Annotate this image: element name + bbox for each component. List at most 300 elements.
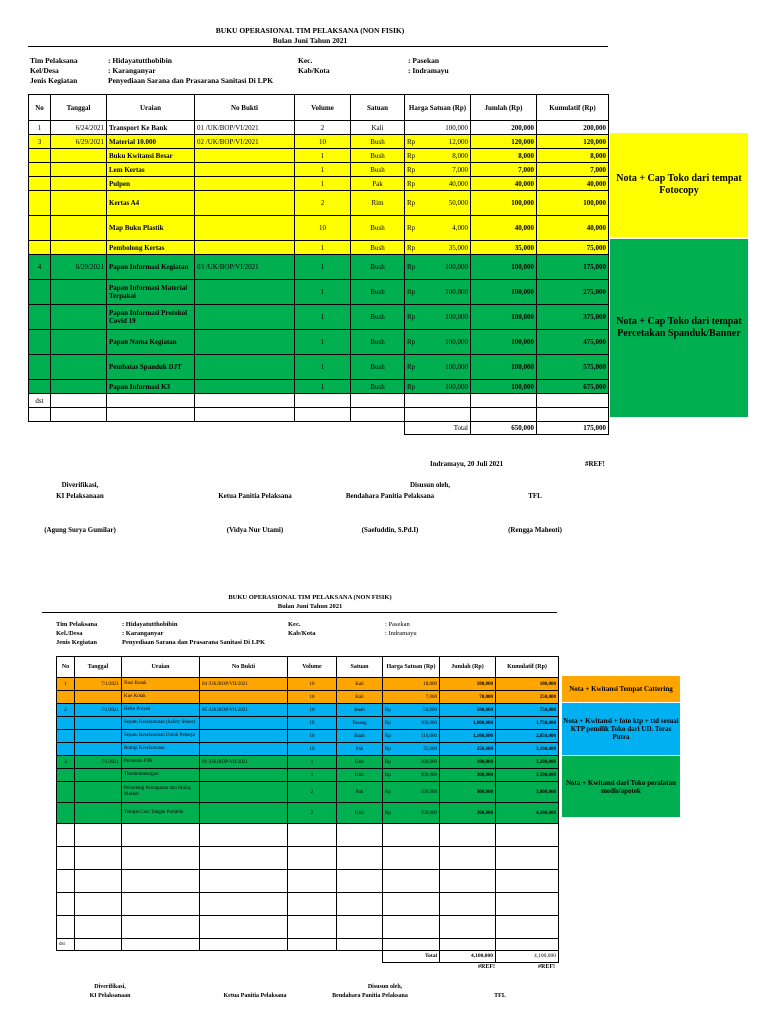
- col-header: Harga Satuan (Rp): [405, 95, 471, 121]
- doc1-info-label-1: Kel/Desa: [30, 66, 59, 75]
- cell-jumlah: 300,000: [440, 782, 496, 803]
- cell-tanggal: 7/1/2021: [75, 756, 122, 769]
- cell-volume: 1: [295, 380, 351, 394]
- cell-satuan: Bush: [351, 355, 405, 380]
- cell-no: [57, 782, 75, 803]
- cell-tanggal: [75, 743, 122, 756]
- table-row: [57, 704, 559, 717]
- harga-value: 110,000: [420, 733, 437, 739]
- cell-jumlah: 1,100,000: [440, 730, 496, 743]
- empty-cell: [75, 893, 122, 916]
- cell-kumulatif: 100,000: [537, 191, 609, 216]
- cell-kumulatif: [537, 408, 609, 422]
- table-row: [29, 305, 609, 330]
- cell-kumulatif: 3,500,000: [496, 769, 559, 782]
- doc1-rule: [28, 46, 608, 47]
- col-header: Uraian: [122, 657, 200, 678]
- cell-harga: [405, 394, 471, 408]
- cell-tanggal: 7/1/2021: [75, 678, 122, 691]
- table-row: [57, 782, 559, 803]
- doc2-period: Bulan Juni Tahun 2021: [277, 603, 343, 610]
- empty-cell: [75, 916, 122, 939]
- cell-no-bukti: [195, 191, 295, 216]
- empty-cell: [57, 870, 75, 893]
- currency-label: Rp: [407, 243, 416, 252]
- note-text: Nota + Kwitansi Tempat Cattering: [569, 685, 673, 693]
- cell-harga: [405, 191, 471, 216]
- cell-harga: [383, 730, 440, 743]
- cell-tanggal: [51, 149, 107, 163]
- doc1-info-value-0: : Hidayatutthobibin: [108, 56, 172, 65]
- empty-cell: [122, 939, 200, 951]
- cell-jumlah: [471, 408, 537, 422]
- empty-cell: [288, 824, 337, 847]
- harga-value: 100,000: [445, 382, 468, 391]
- empty-cell: [200, 939, 288, 951]
- cell-satuan: Buah: [337, 704, 383, 717]
- note-text: Nota + Kwitansi dari Toko peralatan medis/apotek: [566, 778, 676, 795]
- cell-dst: dst: [57, 939, 75, 951]
- doc2-info-label2-0: Kec.: [288, 621, 301, 628]
- doc2-ref-1: #REF!: [478, 964, 495, 970]
- cell-harga: [405, 408, 471, 422]
- cell-jumlah: 100,000: [471, 255, 537, 280]
- doc2-total-row: [57, 951, 559, 963]
- currency-label: Rp: [407, 338, 416, 346]
- cell-satuan: [351, 408, 405, 422]
- cell-harga: [405, 121, 471, 135]
- doc1-info-label-2: Jenis Kegiatan: [30, 76, 78, 85]
- cell-no: [29, 380, 51, 394]
- doc1-ref: #REF!: [585, 460, 605, 468]
- cell-no: [29, 330, 51, 355]
- table-row: [29, 241, 609, 255]
- table-row: [57, 743, 559, 756]
- doc2-info-value2-1: : Indramayu: [385, 630, 417, 637]
- empty-cell: [75, 847, 122, 870]
- empty-cell: [75, 870, 122, 893]
- table-row: [57, 730, 559, 743]
- table-row: [29, 177, 609, 191]
- empty-cell: [496, 847, 559, 870]
- doc2-info-label2-1: Kab/Kota: [288, 630, 316, 637]
- cell-jumlah: 1,000,000: [440, 717, 496, 730]
- cell-volume: 1: [295, 305, 351, 330]
- note-text: Nota + Cap Toko dari tempat Fotocopy: [616, 173, 742, 196]
- cell-no-bukti: [195, 241, 295, 255]
- empty-cell: [57, 824, 75, 847]
- cell-no-bukti: [200, 730, 288, 743]
- cell-harga: [405, 355, 471, 380]
- cell-tanggal: [75, 691, 122, 704]
- table-row: [29, 408, 609, 422]
- cell-kumulatif: 40,000: [537, 216, 609, 241]
- cell-jumlah: 120,000: [471, 135, 537, 149]
- cell-uraian: Lem Kertas: [107, 163, 195, 177]
- cell-uraian: Papan Informasi Material Terpakai: [107, 280, 195, 305]
- cell-harga: [383, 743, 440, 756]
- cell-no-bukti: [195, 305, 295, 330]
- cell-volume: 1: [295, 177, 351, 191]
- table-row: [57, 769, 559, 782]
- cell-volume: [295, 408, 351, 422]
- cell-kumulatif: 1,750,000: [496, 717, 559, 730]
- doc1-info-value-2: Penyediaan Sarana dan Prasarana Sanitasi Di LPK: [108, 76, 274, 85]
- cell-uraian: Pembolong Kertas: [107, 241, 195, 255]
- table-row: [29, 135, 609, 149]
- cell-uraian: Papan Informasi K3: [107, 380, 195, 394]
- cell-harga: [405, 255, 471, 280]
- empty-cell: [337, 893, 383, 916]
- empty-cell: [496, 870, 559, 893]
- cell-no: [57, 769, 75, 782]
- col-header: Volume: [295, 95, 351, 121]
- cell-no: [29, 305, 51, 330]
- doc1-info-label2-1: Kab/Kota: [298, 66, 330, 75]
- doc1-period: Bulan Juni Tahun 2021: [272, 36, 348, 45]
- note-text: Nota + Kwitansi + foto ktp + ttd sesuai KTP pemilik Toko dari UD. Teras Putra: [563, 717, 679, 741]
- cell-volume: 2: [295, 121, 351, 135]
- cell-no: 1: [29, 121, 51, 135]
- cell-jumlah: 300,000: [440, 803, 496, 824]
- empty-cell: [122, 916, 200, 939]
- cell-no-bukti: [200, 782, 288, 803]
- harga-value: 100,000: [420, 720, 437, 726]
- harga-value: 150,000: [420, 789, 437, 795]
- col-header: No Bukti: [200, 657, 288, 678]
- doc2-info-value-1: : Karanganyar: [122, 630, 164, 637]
- cell-no: [29, 408, 51, 422]
- cell-kumulatif: [537, 394, 609, 408]
- cell-tanggal: 6/29/2021: [51, 135, 107, 149]
- doc2-header-row: [57, 657, 559, 678]
- cell-kumulatif: 3,100,000: [496, 743, 559, 756]
- empty-cell: [496, 824, 559, 847]
- cell-satuan: Bush: [351, 241, 405, 255]
- table-row: [29, 394, 609, 408]
- cell-tanggal: [75, 717, 122, 730]
- cell-uraian: Helm Proyek: [122, 704, 200, 717]
- cell-uraian: Thermometergun: [122, 769, 200, 782]
- cell-no: 4: [29, 255, 51, 280]
- currency-label: Rp: [385, 759, 391, 765]
- harga-value: 35,000: [448, 243, 468, 252]
- doc2-title: BUKU OPERASIONAL TIM PELAKSANA (NON FISIK): [228, 594, 392, 601]
- empty-cell: [440, 824, 496, 847]
- cell-tanggal: 7/1/2021: [75, 704, 122, 717]
- cell-no-bukti: [195, 149, 295, 163]
- col-header: Kumulatif (Rp): [496, 657, 559, 678]
- doc2-table: [56, 656, 559, 963]
- currency-label: Rp: [407, 382, 416, 391]
- cell-no: [57, 803, 75, 824]
- empty-cell: [75, 939, 122, 951]
- empty-cell: [337, 939, 383, 951]
- sig-name-3: (Saefuddin, S.Pd.I): [361, 526, 419, 534]
- cell-uraian: [107, 408, 195, 422]
- cell-satuan: Rim: [351, 191, 405, 216]
- cell-jumlah: 100,000: [471, 380, 537, 394]
- cell-no-bukti: [195, 394, 295, 408]
- cell-no-bukti: [195, 280, 295, 305]
- cell-harga: [383, 717, 440, 730]
- empty-cell: [288, 847, 337, 870]
- currency-label: Rp: [385, 772, 391, 778]
- cell-tanggal: [51, 394, 107, 408]
- harga-value: 4,000: [452, 224, 468, 232]
- harga-value: 100,000: [445, 288, 468, 296]
- currency-label: Rp: [385, 789, 391, 795]
- empty-cell: [122, 870, 200, 893]
- cell-no: [29, 280, 51, 305]
- cell-harga: [405, 135, 471, 149]
- table-row: [57, 717, 559, 730]
- cell-jumlah: 500,000: [440, 704, 496, 717]
- doc2-info-value-0: : Hidayatutthobibin: [122, 621, 178, 628]
- empty-cell: [383, 847, 440, 870]
- cell-no-bukti: [195, 177, 295, 191]
- cell-tanggal: [51, 355, 107, 380]
- note-text: Nota + Cap Toko dari tempat Percetakan Spanduk/Banner: [616, 316, 742, 339]
- cell-kumulatif: 275,000: [537, 280, 609, 305]
- total-kumulatif: 4,100,000: [496, 951, 559, 963]
- cell-satuan: Kali: [337, 691, 383, 704]
- doc2-info-label-1: Kel./Desa: [56, 630, 83, 637]
- doc1-info-label-0: Tim Pelaksana: [30, 56, 78, 65]
- empty-cell: [200, 916, 288, 939]
- cell-no-bukti: 05 /UK/BOP/VII/2021: [200, 704, 288, 717]
- cell-uraian: Rompi Keselamatan: [122, 743, 200, 756]
- table-row: [57, 803, 559, 824]
- empty-cell: [496, 916, 559, 939]
- cell-no: [29, 177, 51, 191]
- table-row: [57, 678, 559, 691]
- cell-jumlah: 180,000: [440, 678, 496, 691]
- empty-cell: [383, 916, 440, 939]
- cell-satuan: Bush: [351, 305, 405, 330]
- cell-tanggal: [51, 330, 107, 355]
- empty-cell: [122, 824, 200, 847]
- cell-tanggal: [51, 163, 107, 177]
- harga-value: 50,000: [423, 707, 437, 713]
- cell-no: [57, 691, 75, 704]
- cell-harga: [405, 305, 471, 330]
- cell-harga: [383, 769, 440, 782]
- harga-value: 50,000: [448, 199, 468, 207]
- cell-kumulatif: 120,000: [537, 135, 609, 149]
- cell-jumlah: 100,000: [471, 305, 537, 330]
- empty-cell: [57, 847, 75, 870]
- sig-tfl: TFL: [528, 492, 542, 500]
- cell-kumulatif: 750,000: [496, 704, 559, 717]
- cell-no-bukti: 03 /UK/BOP/VI/2021: [195, 255, 295, 280]
- sig-ketua: Ketua Panitia Pelaksana: [218, 492, 292, 500]
- table-row: [57, 870, 559, 893]
- sig2-verified: Diverifikasi,: [94, 984, 126, 990]
- table-row: [29, 355, 609, 380]
- empty-cell: [122, 893, 200, 916]
- doc2-info-value-2: Penyediaan Sarana dan Prasarana Sanitasi Di LPK: [122, 639, 266, 646]
- cell-kumulatif: 8,000: [537, 149, 609, 163]
- table-row: [57, 916, 559, 939]
- cell-satuan: Bush: [351, 255, 405, 280]
- cell-no: [29, 241, 51, 255]
- cell-tanggal: [51, 241, 107, 255]
- cell-no-bukti: [200, 691, 288, 704]
- sig2-prepared: Disusun oleh,: [367, 984, 403, 990]
- harga-value: 12,000: [448, 137, 468, 146]
- cell-uraian: Buku Kwitansi Besar: [107, 149, 195, 163]
- col-header: Tanggal: [51, 95, 107, 121]
- currency-label: Rp: [385, 746, 391, 752]
- cell-no: [29, 163, 51, 177]
- cell-no: [29, 355, 51, 380]
- cell-tanggal: [51, 305, 107, 330]
- cell-uraian: Papan Informasi Kegiatan: [107, 255, 195, 280]
- table-row: [29, 149, 609, 163]
- cell-kumulatif: 7,000: [537, 163, 609, 177]
- cell-kumulatif: 3,200,000: [496, 756, 559, 769]
- empty-cell: [440, 847, 496, 870]
- cell-volume: 10: [295, 135, 351, 149]
- empty-cell: [383, 824, 440, 847]
- cell-no-bukti: [195, 380, 295, 394]
- sig-kpm: KI Pelaksanaan: [56, 492, 104, 500]
- cell-uraian: Sepatu Keselamatan (Safety Shoes): [122, 717, 200, 730]
- currency-label: Rp: [407, 313, 416, 321]
- cell-uraian: Tempat Cuci Tangan Portable: [122, 803, 200, 824]
- total-jumlah: 4,100,000: [440, 951, 496, 963]
- empty-cell: [288, 893, 337, 916]
- cell-volume: 10: [288, 678, 337, 691]
- cell-no-bukti: 02 /UK/BOP/VI/2021: [195, 135, 295, 149]
- cell-volume: 1: [295, 241, 351, 255]
- table-row: [57, 893, 559, 916]
- cell-no-bukti: [195, 408, 295, 422]
- cell-no-bukti: [195, 163, 295, 177]
- col-header: No: [29, 95, 51, 121]
- cell-volume: 1: [288, 756, 337, 769]
- col-header: Satuan: [351, 95, 405, 121]
- doc2-rule: [42, 612, 557, 613]
- cell-kumulatif: 40,000: [537, 177, 609, 191]
- cell-volume: 10: [288, 743, 337, 756]
- sig2-ketua: Ketua Panitia Pelaksana: [223, 993, 287, 999]
- table-row: [29, 330, 609, 355]
- empty-cell: [496, 939, 559, 951]
- cell-volume: 2: [295, 191, 351, 216]
- cell-volume: 2: [288, 782, 337, 803]
- cell-uraian: Peralatan P3K: [122, 756, 200, 769]
- cell-satuan: Bush: [351, 149, 405, 163]
- doc1-table: [28, 94, 609, 435]
- cell-jumlah: 8,000: [471, 149, 537, 163]
- cell-no: 1: [57, 678, 75, 691]
- sig-name-2: (Vidya Nur Utami): [226, 526, 284, 534]
- cell-volume: 1: [295, 355, 351, 380]
- cell-volume: 1: [288, 769, 337, 782]
- col-header: Kumulatif (Rp): [537, 95, 609, 121]
- table-row: [29, 216, 609, 241]
- currency-label: Rp: [407, 165, 416, 174]
- empty-cell: [440, 893, 496, 916]
- doc2-note-cattering: [562, 676, 680, 702]
- cell-volume: 10: [288, 691, 337, 704]
- cell-no: [57, 730, 75, 743]
- cell-harga: [383, 756, 440, 769]
- cell-satuan: Bush: [351, 280, 405, 305]
- cell-no-bukti: [195, 355, 295, 380]
- harga-value: 7,000: [425, 694, 437, 700]
- cell-no: [29, 191, 51, 216]
- cell-satuan: Bush: [351, 163, 405, 177]
- table-row: [29, 280, 609, 305]
- cell-volume: 2: [288, 803, 337, 824]
- cell-kumulatif: 475,000: [537, 330, 609, 355]
- currency-label: Rp: [407, 224, 416, 232]
- cell-jumlah: 70,000: [440, 691, 496, 704]
- cell-no-bukti: [200, 803, 288, 824]
- cell-tanggal: [51, 177, 107, 191]
- empty-cell: [440, 870, 496, 893]
- cell-volume: 10: [288, 717, 337, 730]
- doc2-ref-2: #REF!: [538, 964, 555, 970]
- cell-harga: [405, 330, 471, 355]
- doc2-note-apotek: [562, 756, 680, 817]
- cell-harga: [405, 280, 471, 305]
- table-row: [29, 255, 609, 280]
- cell-jumlah: 100,000: [471, 330, 537, 355]
- cell-harga: [405, 149, 471, 163]
- col-header: Satuan: [337, 657, 383, 678]
- cell-tanggal: [51, 191, 107, 216]
- table-row: [29, 191, 609, 216]
- cell-jumlah: 100,000: [471, 280, 537, 305]
- cell-satuan: Bush: [351, 330, 405, 355]
- cell-no-bukti: 04 /UK/BOP/VII/2021: [200, 678, 288, 691]
- cell-no: 2: [57, 704, 75, 717]
- cell-kumulatif: 675,000: [537, 380, 609, 394]
- cell-satuan: Bush: [351, 216, 405, 241]
- cell-jumlah: 300,000: [440, 769, 496, 782]
- sig-prepared: Disusun oleh,: [409, 481, 451, 489]
- cell-harga: [405, 163, 471, 177]
- doc1-note-percetakan: [610, 239, 748, 417]
- harga-value: 7,000: [452, 165, 468, 174]
- currency-label: Rp: [407, 179, 416, 188]
- harga-value: 100,000: [445, 338, 468, 346]
- doc1-info-label2-0: Kec.: [298, 56, 313, 65]
- table-row: [29, 163, 609, 177]
- harga-value: 100,000: [445, 363, 468, 371]
- cell-satuan: [351, 394, 405, 408]
- cell-kumulatif: 180,000: [496, 678, 559, 691]
- total-label: Total: [383, 951, 440, 963]
- doc1-place-date: Indramayu, 20 Juli 2021: [430, 460, 504, 468]
- cell-satuan: Kali: [337, 678, 383, 691]
- empty-cell: [440, 916, 496, 939]
- cell-satuan: Kali: [351, 121, 405, 135]
- cell-uraian: Papan Informasi Protokol Covid 19: [107, 305, 195, 330]
- empty-cell: [75, 824, 122, 847]
- cell-jumlah: 35,000: [471, 241, 537, 255]
- cell-tanggal: [51, 280, 107, 305]
- col-header: No: [57, 657, 75, 678]
- cell-tanggal: 6/24/2021: [51, 121, 107, 135]
- empty-cell: [337, 824, 383, 847]
- cell-no-bukti: [195, 330, 295, 355]
- doc2-info-value2-0: : Pasekan: [385, 621, 410, 628]
